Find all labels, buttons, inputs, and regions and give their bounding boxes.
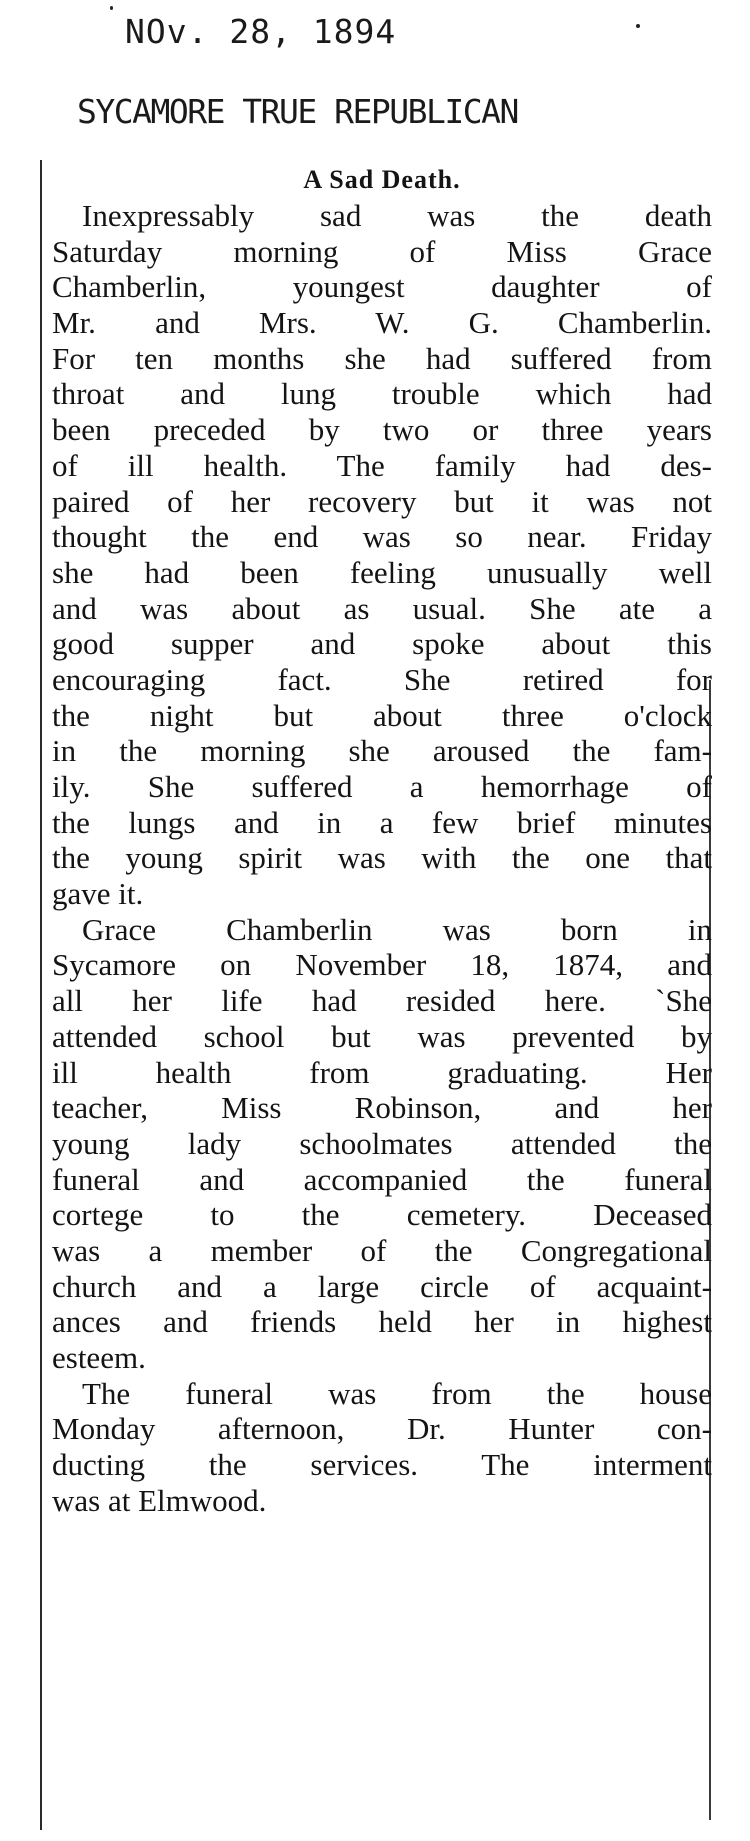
article-line: the night but about three o'clock <box>52 697 712 733</box>
article-line: funeral and accompanied the funeral <box>52 1161 712 1197</box>
ink-speck <box>110 6 113 10</box>
article-line: For ten months she had suffered from <box>52 340 712 376</box>
article-line: encouraging fact. She retired for <box>52 661 712 697</box>
column-rule-left <box>40 160 42 1830</box>
article-paragraph <box>52 1376 712 1519</box>
article-line: Mr. and Mrs. W. G. Chamberlin. <box>52 305 712 341</box>
article-line: in the morning she aroused the fam- <box>52 733 712 769</box>
article-line: ances and friends held her in highest <box>52 1304 712 1340</box>
article-paragraph <box>52 198 712 912</box>
article-line: thought the end was so near. Friday <box>52 519 712 555</box>
newspaper-name: SYCAMORE TRUE REPUBLICAN <box>77 92 518 131</box>
article-line: attended school but was prevented by <box>52 1018 712 1054</box>
article-line: church and a large circle of acquaint- <box>52 1268 712 1304</box>
article-line: good supper and spoke about this <box>52 626 712 662</box>
article-line: all her life had resided here. `She <box>52 983 712 1019</box>
article <box>52 162 712 1518</box>
article-line: paired of her recovery but it was not <box>52 483 712 519</box>
article-line: ducting the services. The interment <box>52 1447 712 1483</box>
article-line: The funeral was from the house <box>82 1375 712 1411</box>
article-line: been preceded by two or three years <box>52 412 712 448</box>
article-line: of ill health. The family had des- <box>52 447 712 483</box>
article-line: gave it. <box>52 876 144 912</box>
article-paragraph <box>52 912 712 1376</box>
article-line: cortege to the cemetery. Deceased <box>52 1197 712 1233</box>
article-line: teacher, Miss Robinson, and her <box>52 1090 712 1126</box>
article-line: young lady schoolmates attended the <box>52 1125 712 1161</box>
article-line: was a member of the Congregational <box>52 1232 712 1268</box>
article-line: Monday afternoon, Dr. Hunter con- <box>52 1411 712 1447</box>
article-line: Sycamore on November 18, 1874, and <box>52 947 712 983</box>
article-line: ill health from graduating. Her <box>52 1054 712 1090</box>
article-headline: A Sad Death. <box>303 165 461 194</box>
article-line: the young spirit was with the one that <box>52 840 712 876</box>
article-line: the lungs and in a few brief minutes <box>52 804 712 840</box>
date-stamp: NOv. 28, 1894 <box>125 12 397 51</box>
article-line: ily. She suffered a hemorrhage of <box>52 769 712 804</box>
article-line: esteem. <box>52 1340 146 1375</box>
ink-speck <box>636 24 640 28</box>
article-line: and was about as usual. She ate a <box>52 590 712 626</box>
article-body <box>52 198 712 1518</box>
article-line: throat and lung trouble which had <box>52 376 712 412</box>
article-line: was at Elmwood. <box>52 1482 267 1518</box>
article-line: Saturday morning of Miss Grace <box>52 233 712 269</box>
article-line: Inexpressably sad was the death <box>82 198 712 233</box>
article-line: she had been feeling unusually well <box>52 554 712 590</box>
article-line: Grace Chamberlin was born in <box>82 911 712 947</box>
article-line: Chamberlin, youngest daughter of <box>52 269 712 305</box>
